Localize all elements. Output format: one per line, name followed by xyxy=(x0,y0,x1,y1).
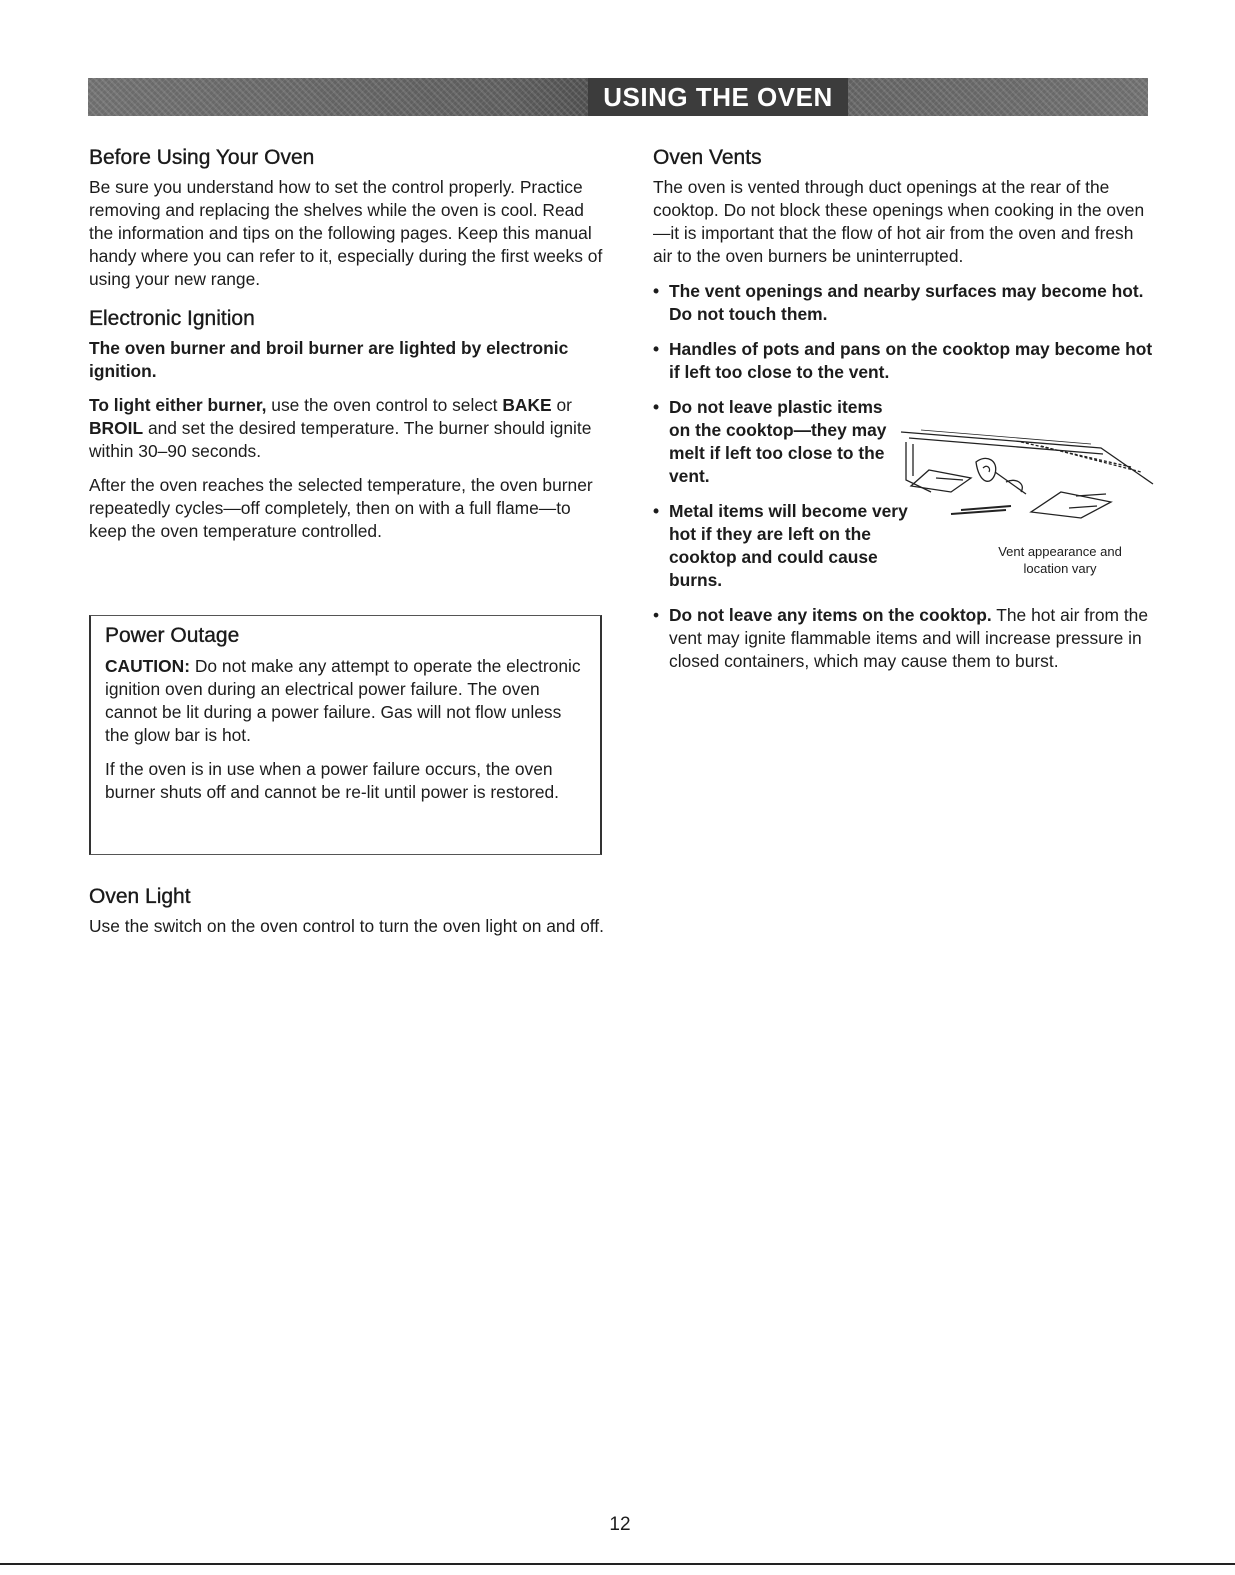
broil-label: BROIL xyxy=(89,418,144,438)
caution-text: Do not make any attempt to operate the electronic ignition oven during an electrical power failure. The oven cannot be lit during a power failure. Gas will not flow unless the glow bar is hot. xyxy=(105,656,581,745)
electronic-ignition-section xyxy=(89,307,604,543)
right-column xyxy=(653,146,1153,685)
ignition-text-3: and set the desired temperature. The burner should ignite within 30–90 seconds. xyxy=(89,418,592,461)
section-title: USING THE OVEN xyxy=(588,78,848,116)
ignition-lead: To light either burner, xyxy=(89,395,267,415)
bullet5-bold: Do not leave any items on the cooktop. xyxy=(669,605,992,625)
power-outage-heading: Power Outage xyxy=(105,624,240,647)
caution-label: CAUTION: xyxy=(105,656,191,676)
left-column xyxy=(89,146,604,559)
bullet5-text: The hot air from the vent may ignite flammable items and will increase pressure in closed containers, which may cause them to burst. xyxy=(669,605,1149,671)
power-outage-caution xyxy=(105,655,586,747)
list-item: • Do not leave plastic items on the cooktop—they may melt if left too close to the vent. xyxy=(653,396,1153,488)
vent-illustration xyxy=(891,422,1156,534)
page-number: 12 xyxy=(609,1514,631,1535)
before-using-heading: Before Using Your Oven xyxy=(89,146,315,169)
power-outage-body: If the oven is in use when a power failure occurs, the oven burner shuts off and cannot be re-lit until power is restored. xyxy=(105,759,560,802)
oven-vents-body: The oven is vented through duct openings at the rear of the cooktop. Do not block these openings when cooking in the oven—it is important that the flow of hot air from the oven and fresh air to the oven burners be uninterrupted. xyxy=(653,177,1145,266)
list-item xyxy=(653,604,1153,673)
figure-caption: Vent appearance and location vary xyxy=(998,544,1122,576)
list-item: • The vent openings and nearby surfaces may become hot. Do not touch them. xyxy=(653,280,1153,326)
ignition-text-2: or xyxy=(551,395,572,415)
list-item: • Metal items will become very hot if they are left on the cooktop and could cause burns. xyxy=(653,500,1153,592)
footer-rule xyxy=(0,1563,1235,1565)
electronic-ignition-heading: Electronic Ignition xyxy=(89,307,255,330)
ignition-after: After the oven reaches the selected temperature, the oven burner repeatedly cycles—off completely, then on with a full flame—to keep the oven temperature controlled. xyxy=(89,475,593,541)
section-banner xyxy=(88,78,1148,116)
bake-label: BAKE xyxy=(502,395,552,415)
oven-vents-heading: Oven Vents xyxy=(653,146,762,169)
oven-light-heading: Oven Light xyxy=(89,885,191,908)
ignition-intro: The oven burner and broil burner are lighted by electronic ignition. xyxy=(89,338,569,381)
ignition-text-1: use the oven control to select xyxy=(266,395,503,415)
oven-light-body: Use the switch on the oven control to turn the oven light on and off. xyxy=(89,916,604,936)
oven-light-section xyxy=(89,885,604,938)
list-item: • Handles of pots and pans on the cooktop may become hot if left too close to the vent. xyxy=(653,338,1153,384)
before-using-body: Be sure you understand how to set the control properly. Practice removing and replacing the shelves while the oven is cool. Read the information and tips on the following pages. Keep this manual handy where you can refer to it, especially during the first weeks of using your new range. xyxy=(89,177,603,289)
before-using-section xyxy=(89,146,604,291)
ignition-instructions xyxy=(89,394,604,463)
power-outage-box xyxy=(89,615,602,855)
